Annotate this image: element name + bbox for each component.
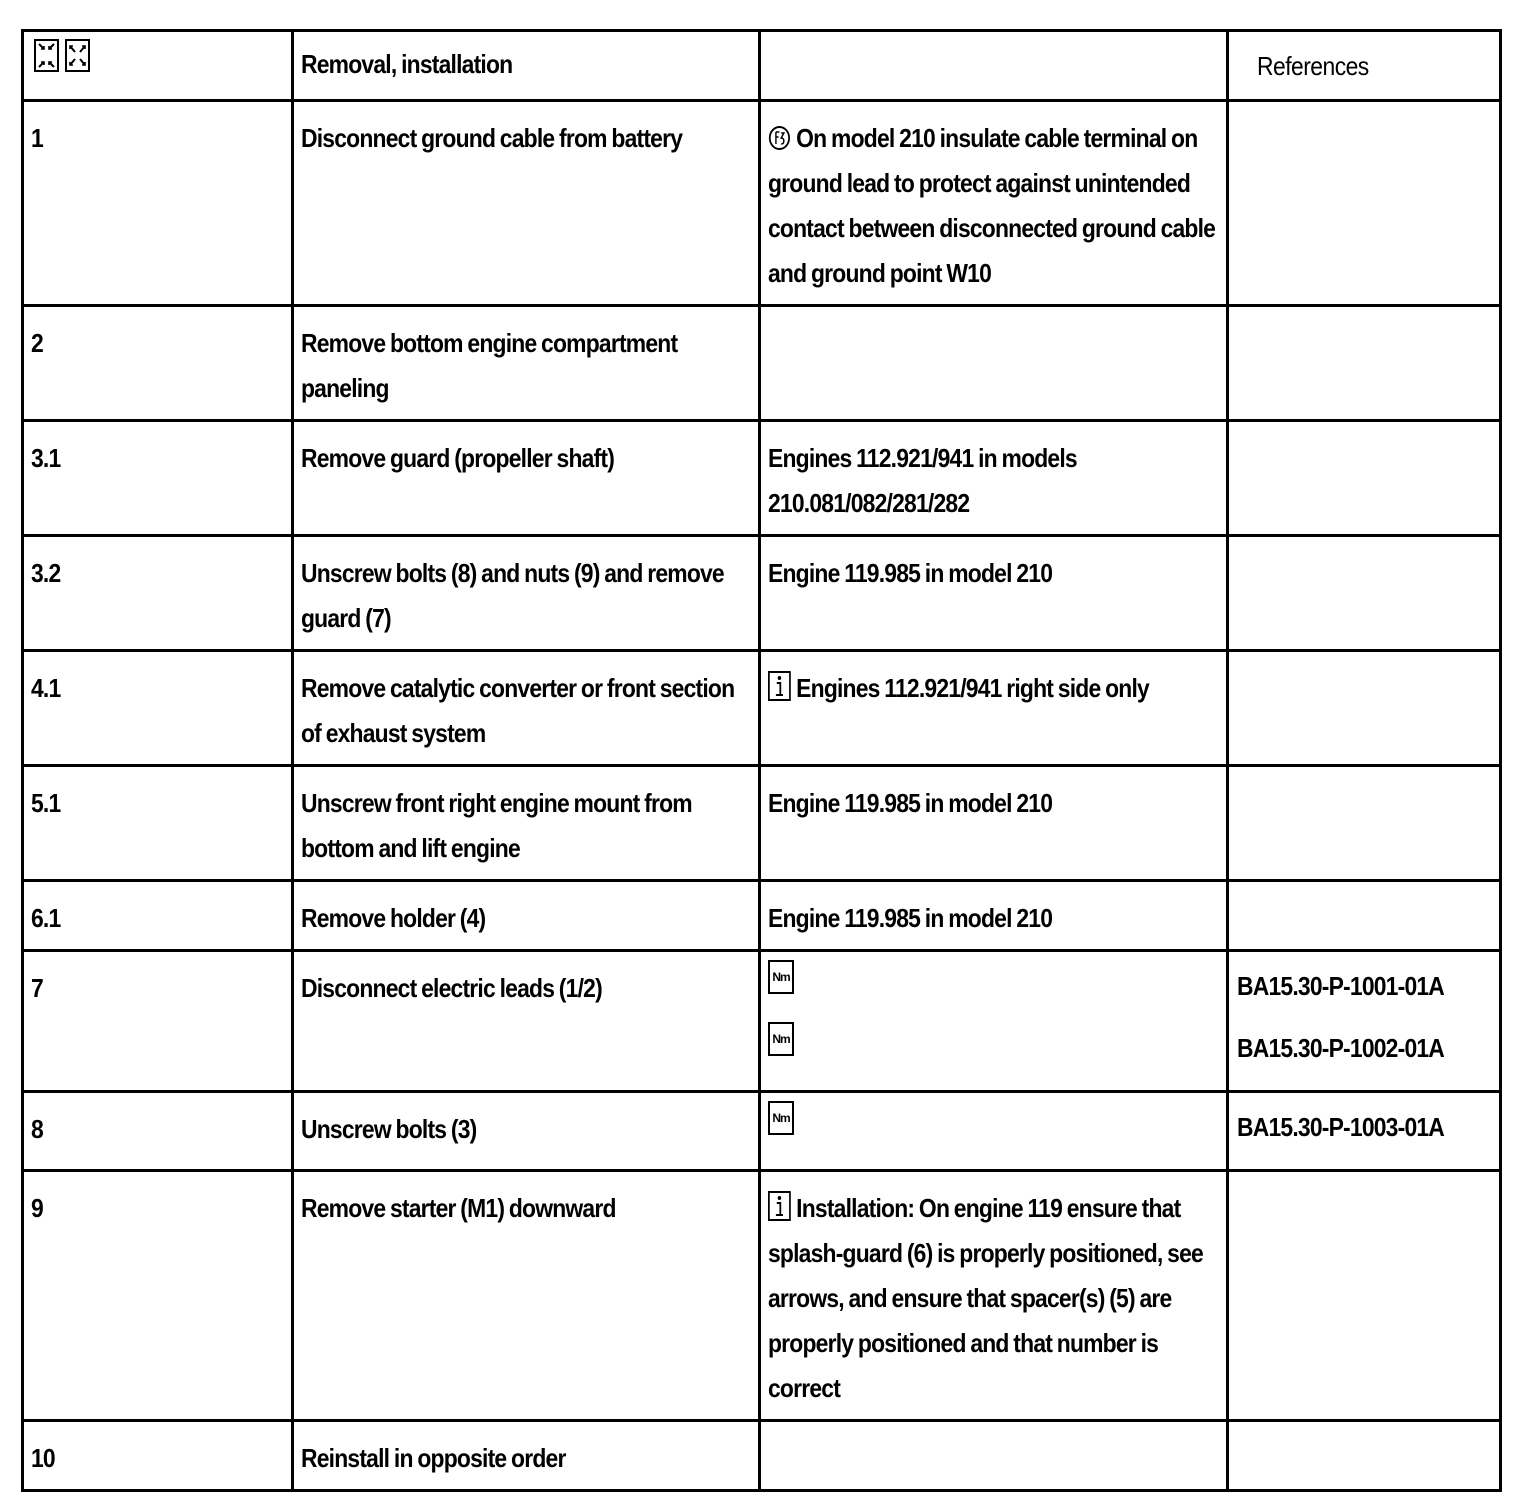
step-references	[1228, 651, 1501, 766]
step-action: Unscrew front right engine mount from bottom and lift engine	[293, 766, 760, 881]
step-action: Remove starter (M1) downward	[293, 1171, 760, 1421]
step-note: Engine 119.985 in model 210	[760, 536, 1228, 651]
step-references	[1228, 421, 1501, 536]
procedure-table	[21, 29, 1502, 1492]
model-symbol-icon	[768, 125, 791, 151]
reference-link[interactable]: BA15.30-P-1001-01A	[1237, 971, 1445, 1001]
procedure-sheet	[21, 29, 1499, 1473]
torque-nm-icon: Nm	[768, 960, 794, 994]
step-number: 10	[23, 1421, 293, 1491]
step-note: Engine 119.985 in model 210	[760, 881, 1228, 951]
step-action: Disconnect electric leads (1/2)	[293, 951, 760, 1092]
step-number: 3.1	[23, 421, 293, 536]
step-note: Engines 112.921/941 in models 210.081/082/281/282	[760, 421, 1228, 536]
step-number: 1	[23, 101, 293, 306]
step-references	[1228, 536, 1501, 651]
step-references	[1228, 766, 1501, 881]
step-action: Disconnect ground cable from battery	[293, 101, 760, 306]
step-action: Remove holder (4)	[293, 881, 760, 951]
header-note	[760, 31, 1228, 101]
header-references: References	[1228, 31, 1501, 101]
step-action: Reinstall in opposite order	[293, 1421, 760, 1491]
step-number: 6.1	[23, 881, 293, 951]
table-row	[23, 951, 1501, 1092]
table-row	[23, 101, 1501, 306]
step-action: Remove bottom engine compartment paneling	[293, 306, 760, 421]
step-references	[1228, 1171, 1501, 1421]
step-references	[1228, 306, 1501, 421]
step-note	[760, 1092, 1228, 1171]
step-number: 7	[23, 951, 293, 1092]
step-note: On model 210 insulate cable terminal on ground lead to protect against unintended contact between disconnected ground cable and ground point W10	[760, 101, 1228, 306]
table-row	[23, 1092, 1501, 1171]
torque-nm-icon: Nm	[768, 1022, 794, 1056]
step-note: Engines 112.921/941 right side only	[760, 651, 1228, 766]
removal-icon	[34, 39, 59, 72]
info-icon	[768, 671, 791, 701]
torque-nm-icon: Nm	[768, 1101, 794, 1135]
step-action: Remove guard (propeller shaft)	[293, 421, 760, 536]
header-row	[23, 31, 1501, 101]
step-action: Unscrew bolts (8) and nuts (9) and remove guard (7)	[293, 536, 760, 651]
step-references	[1228, 881, 1501, 951]
step-action: Remove catalytic converter or front section of exhaust system	[293, 651, 760, 766]
installation-icon	[65, 39, 90, 72]
info-icon	[768, 1191, 791, 1221]
step-note: Installation: On engine 119 ensure that splash-guard (6) is properly positioned, see arrows, and ensure that spacer(s) (5) are properly positioned and that number is correct	[760, 1171, 1228, 1421]
reference-link[interactable]: BA15.30-P-1003-01A	[1237, 1112, 1445, 1142]
step-number: 8	[23, 1092, 293, 1171]
table-row	[23, 1171, 1501, 1421]
step-number: 2	[23, 306, 293, 421]
reference-link[interactable]: BA15.30-P-1002-01A	[1237, 1033, 1445, 1063]
table-row	[23, 306, 1501, 421]
step-references	[1228, 101, 1501, 306]
header-title: Removal, installation	[293, 31, 760, 101]
table-row	[23, 766, 1501, 881]
step-number: 4.1	[23, 651, 293, 766]
table-row	[23, 536, 1501, 651]
table-row	[23, 881, 1501, 951]
step-note	[760, 951, 1228, 1092]
step-number: 5.1	[23, 766, 293, 881]
step-note	[760, 306, 1228, 421]
step-number: 3.2	[23, 536, 293, 651]
table-row	[23, 1421, 1501, 1491]
step-references	[1228, 1092, 1501, 1171]
table-row	[23, 651, 1501, 766]
step-number: 9	[23, 1171, 293, 1421]
step-note: Engine 119.985 in model 210	[760, 766, 1228, 881]
step-action: Unscrew bolts (3)	[293, 1092, 760, 1171]
header-icons-cell	[23, 31, 293, 101]
step-references	[1228, 951, 1501, 1092]
step-note	[760, 1421, 1228, 1491]
step-references	[1228, 1421, 1501, 1491]
table-row	[23, 421, 1501, 536]
